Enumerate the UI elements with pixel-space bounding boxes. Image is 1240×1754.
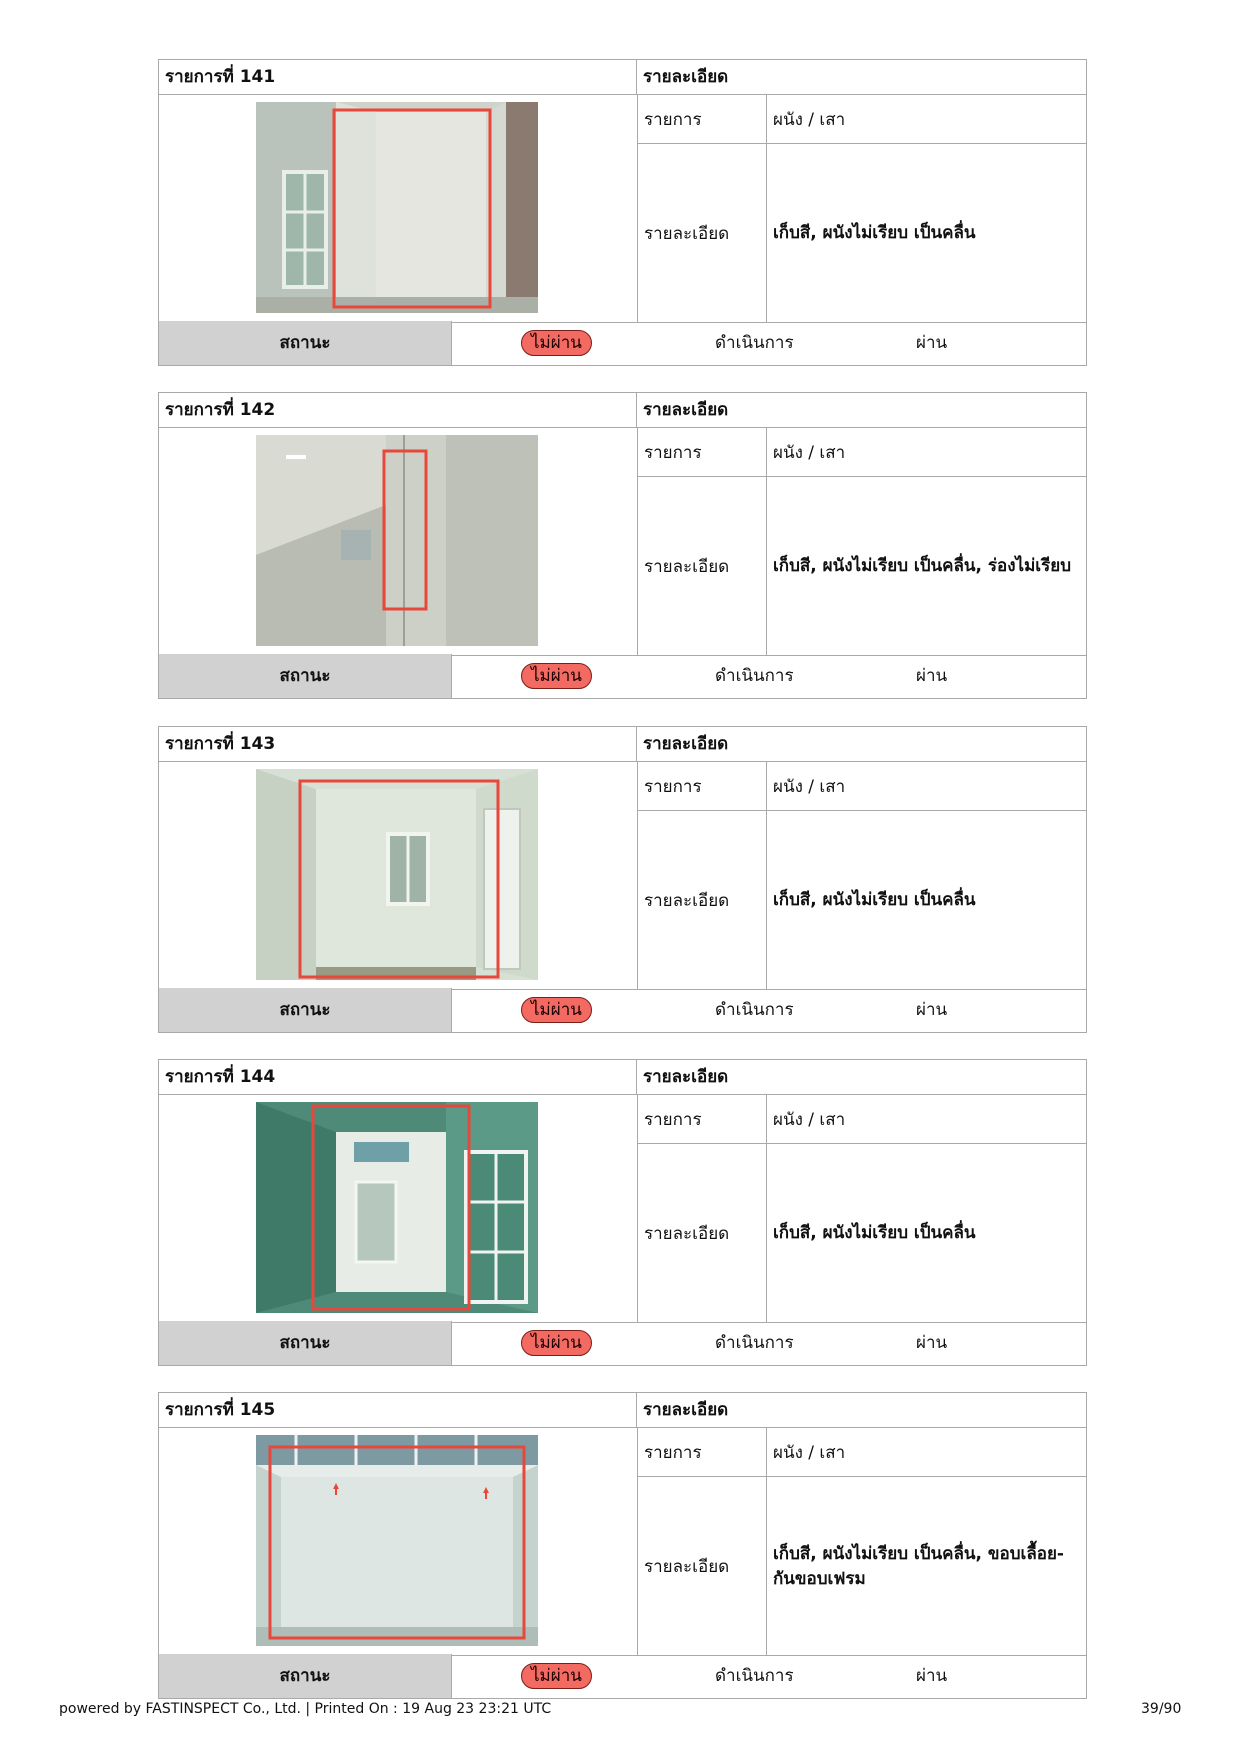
status-row: [159, 1654, 1086, 1698]
item-number: รายการที่ 145: [159, 1393, 637, 1428]
item-label: รายการ: [644, 109, 702, 130]
status-fail-badge[interactable]: ไม่ผ่าน: [521, 330, 592, 356]
inspection-card-145: [158, 1392, 1087, 1699]
status-fail-badge[interactable]: ไม่ผ่าน: [521, 663, 592, 689]
wall-window-photo[interactable]: [256, 769, 538, 980]
detail-label: รายละเอียด: [644, 1557, 730, 1577]
photo-cell: [159, 762, 637, 990]
status-fail-badge[interactable]: ไม่ผ่าน: [521, 997, 592, 1023]
item-label: รายการ: [644, 776, 702, 797]
status-label: สถานะ: [159, 1654, 452, 1698]
status-pass-option[interactable]: ผ่าน: [916, 333, 948, 353]
status-row: [159, 988, 1086, 1032]
photo-cell: [159, 428, 637, 656]
status-fail-badge[interactable]: ไม่ผ่าน: [521, 1663, 592, 1689]
item-number: รายการที่ 141: [159, 60, 637, 95]
item-category: ผนัง / เสา: [773, 109, 846, 130]
detail-header: รายละเอียด: [643, 1067, 729, 1087]
detail-header: รายละเอียด: [643, 400, 729, 420]
status-in-progress-option[interactable]: ดำเนินการ: [715, 666, 794, 686]
status-label: สถานะ: [159, 321, 452, 365]
detail-label: รายละเอียด: [644, 1224, 730, 1244]
inspection-card-142: [158, 392, 1087, 699]
footer-credit: powered by FASTINSPECT Co., Ltd. | Printed On : 19 Aug 23 23:21 UTC: [59, 1701, 552, 1717]
wall-seam-photo[interactable]: [256, 435, 538, 646]
status-pass-option[interactable]: ผ่าน: [916, 1666, 948, 1686]
item-category: ผนัง / เสา: [773, 1442, 846, 1463]
corridor-photo[interactable]: [256, 1102, 538, 1313]
item-detail: เก็บสี, ผนังไม่เรียบ เป็นคลื่น: [773, 223, 976, 243]
status-row: [159, 1321, 1086, 1365]
detail-header: รายละเอียด: [643, 1400, 729, 1420]
page-number: 39/90: [1141, 1701, 1182, 1717]
status-in-progress-option[interactable]: ดำเนินการ: [715, 1000, 794, 1020]
inspection-card-144: [158, 1059, 1087, 1366]
status-label: สถานะ: [159, 988, 452, 1032]
item-label: รายการ: [644, 442, 702, 463]
item-category: ผนัง / เสา: [773, 776, 846, 797]
inspection-card-141: [158, 59, 1087, 366]
item-number: รายการที่ 143: [159, 727, 637, 762]
detail-label: รายละเอียด: [644, 224, 730, 244]
wall-corner-photo[interactable]: [256, 102, 538, 313]
item-number: รายการที่ 144: [159, 1060, 637, 1095]
item-label: รายการ: [644, 1109, 702, 1130]
status-pass-option[interactable]: ผ่าน: [916, 666, 948, 686]
detail-label: รายละเอียด: [644, 891, 730, 911]
detail-header: รายละเอียด: [643, 67, 729, 87]
detail-header: รายละเอียด: [643, 734, 729, 754]
status-pass-option[interactable]: ผ่าน: [916, 1000, 948, 1020]
inspection-card-143: [158, 726, 1087, 1033]
item-detail: เก็บสี, ผนังไม่เรียบ เป็นคลื่น, ขอบเลื้อย-กันขอบเฟรม: [773, 1543, 1064, 1589]
status-row: [159, 654, 1086, 698]
status-label: สถานะ: [159, 654, 452, 698]
status-in-progress-option[interactable]: ดำเนินการ: [715, 1333, 794, 1353]
status-row: [159, 321, 1086, 365]
photo-cell: [159, 1095, 637, 1323]
status-fail-badge[interactable]: ไม่ผ่าน: [521, 1330, 592, 1356]
item-detail: เก็บสี, ผนังไม่เรียบ เป็นคลื่น: [773, 890, 976, 910]
item-category: ผนัง / เสา: [773, 442, 846, 463]
item-detail: เก็บสี, ผนังไม่เรียบ เป็นคลื่น: [773, 1223, 976, 1243]
photo-cell: [159, 95, 637, 323]
status-in-progress-option[interactable]: ดำเนินการ: [715, 333, 794, 353]
skylight-wall-photo[interactable]: [256, 1435, 538, 1646]
status-pass-option[interactable]: ผ่าน: [916, 1333, 948, 1353]
photo-cell: [159, 1428, 637, 1656]
status-in-progress-option[interactable]: ดำเนินการ: [715, 1666, 794, 1686]
item-category: ผนัง / เสา: [773, 1109, 846, 1130]
detail-label: รายละเอียด: [644, 557, 730, 577]
status-label: สถานะ: [159, 1321, 452, 1365]
item-number: รายการที่ 142: [159, 393, 637, 428]
item-detail: เก็บสี, ผนังไม่เรียบ เป็นคลื่น, ร่องไม่เรียบ: [773, 556, 1071, 576]
item-label: รายการ: [644, 1442, 702, 1463]
